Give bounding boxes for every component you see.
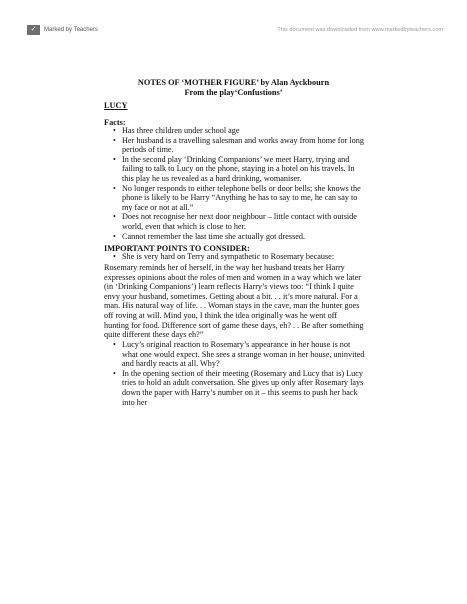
points-paragraph: Rosemary reminds her of herself, in the way her husband treats her Harry expresses opinions about the roles of men and women in a way which we later (in ‘Drinking Companions’) learn reflects Harry’s views too: “I think I quite envy your husband, sometimes. Getting about a bit. . . it’s more natural. For a man. His natural way of life. . . Woman stays in the cave, man the hunter goes off roving at will. Mind you, I think the idea originally was he went off hunting for food. Difference sort of game these days, eh? . . Be after something quite different these days eh?” <box>104 263 364 340</box>
points-list <box>0 340 467 407</box>
list-item: • In the second play ‘Drinking Companions’ we meet Harry, trying and failing to talk to Lucy on the phone, staying in a hotel on his travels. In this play he us revealed as a hard drinking, womaniser. <box>0 155 367 184</box>
list-item: • Has three children under school age <box>0 126 367 136</box>
page-title: NOTES OF ‘MOTHER FIGURE’ by Alan Ayckbourn <box>137 78 330 87</box>
points-heading: IMPORTANT POINTS TO CONSIDER: <box>104 244 250 253</box>
list-item: • Does not recognise her next door neighbour – little contact with outside world, even that which is close to her. <box>0 212 367 231</box>
list-item: • Lucy’s original reaction to Rosemary’s appearance in her house is not what one would expect. She sees a strange woman in her house, uninvited and hardly reacts at all. Why? <box>0 340 367 369</box>
facts-heading: Facts: <box>104 118 126 127</box>
download-notice: This document was downloaded from www.markedbyteachers.com <box>277 27 443 33</box>
page-subtitle: From the play‘Confustions’ <box>184 88 283 97</box>
section-heading: LUCY <box>104 101 128 110</box>
list-item: • Her husband is a travelling salesman and works away from home for long periods of time. <box>0 136 367 155</box>
list-item: • No longer responds to either telephone bells or door bells; she knows the phone is likely to be Harry “Anything he has to say to me, he can say to my face or not at all.” <box>0 184 367 213</box>
facts-list <box>0 126 467 241</box>
list-item: • She is very hard on Terry and sympathetic to Rosemary because: <box>0 252 367 262</box>
points-intro-list <box>0 252 467 262</box>
brand-name: Marked by Teachers <box>44 27 98 33</box>
check-mark-icon: ✓ <box>27 25 40 35</box>
list-item: • In the opening section of their meeting (Rosemary and Lucy that is) Lucy tries to hold an adult conversation. She gives up only after Rosemary lays down the paper with Harry’s number on it – this seems to push her back into her <box>0 369 367 407</box>
list-item: • Cannot remember the last time she actually got dressed. <box>0 232 367 242</box>
